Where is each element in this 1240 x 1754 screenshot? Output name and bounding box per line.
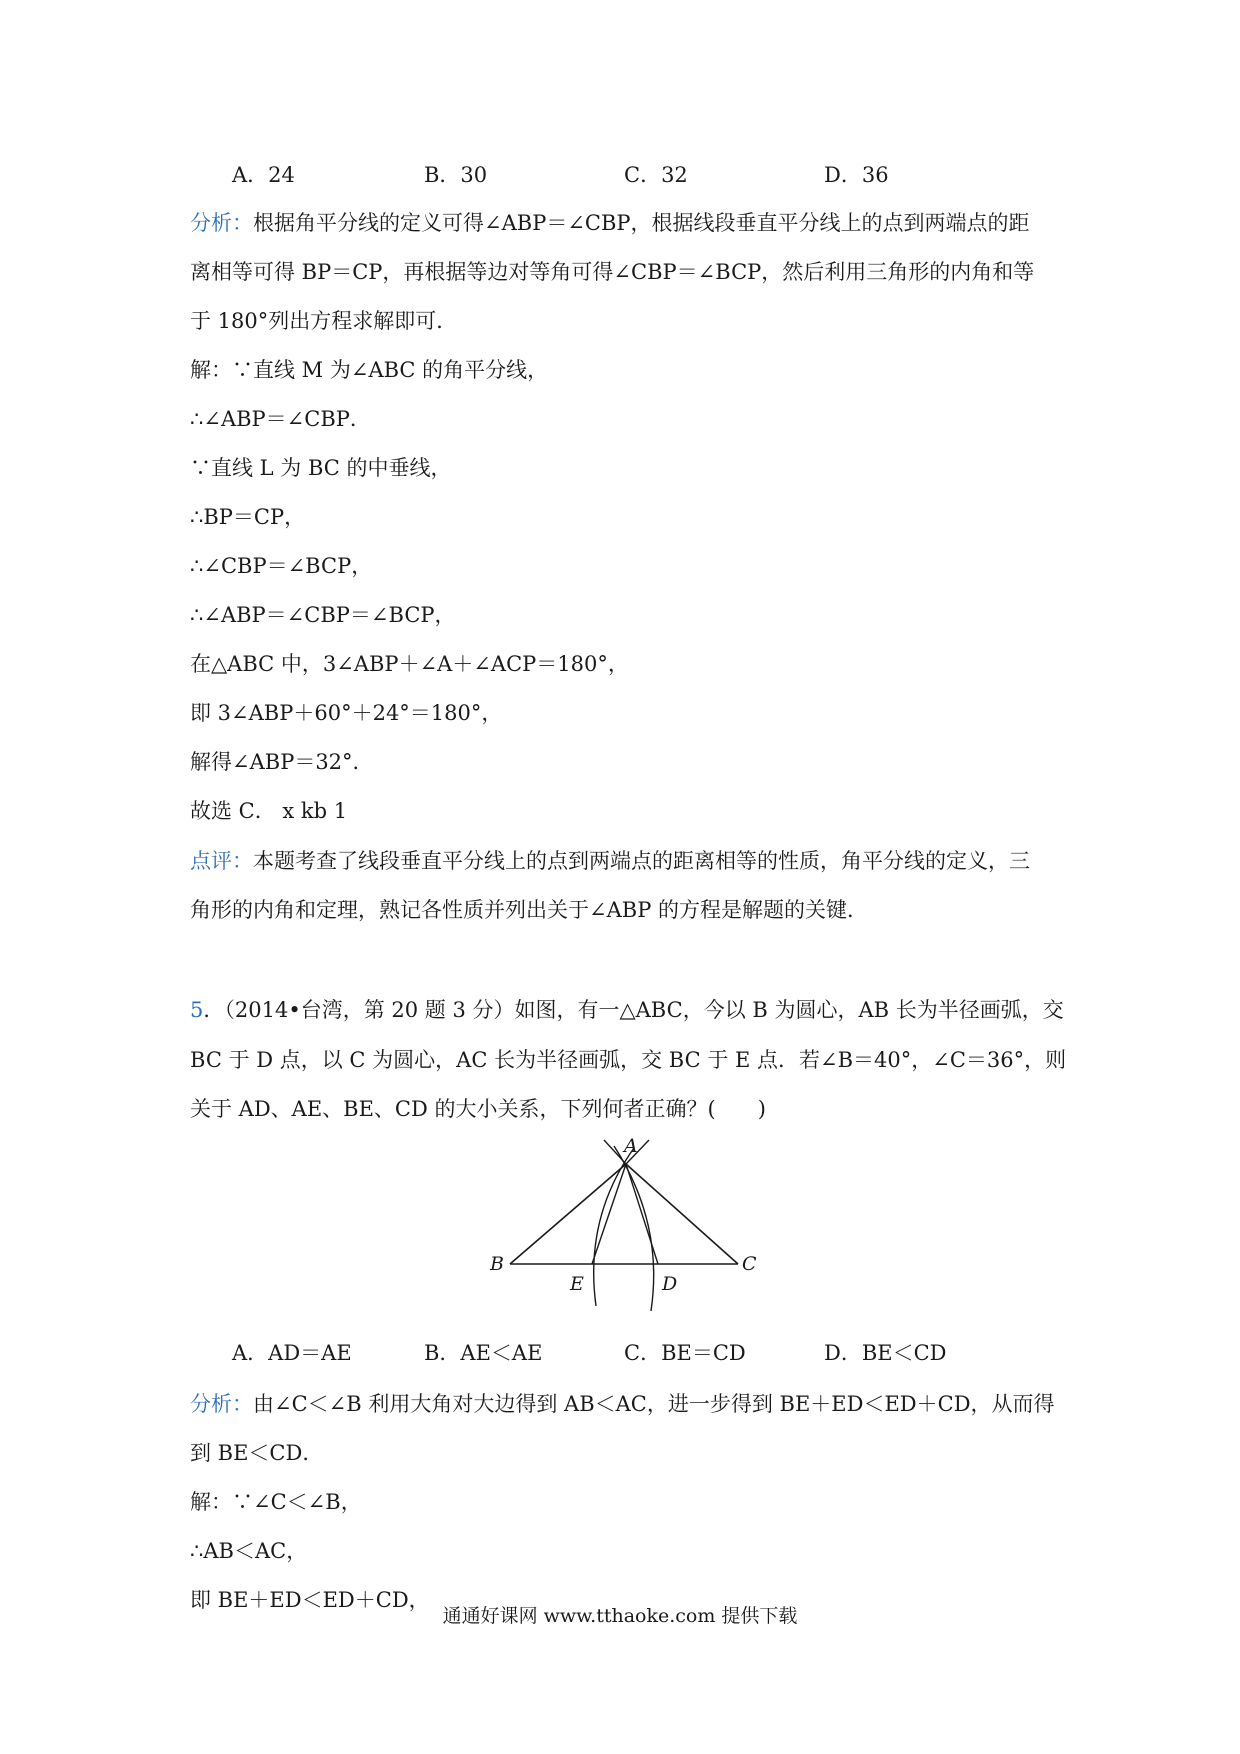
solution-line: ∴∠ABP＝∠CBP＝∠BCP，: [190, 603, 456, 627]
option-b: B．30: [424, 163, 488, 187]
label-b: B: [490, 1253, 504, 1275]
solution-line: 故选 C． x kb 1: [190, 799, 348, 823]
analysis-line: 分析：由∠C＜∠B 利用大角对大边得到 AB＜AC，进一步得到 BE＋ED＜ED＋CD，从而得: [190, 1392, 1055, 1416]
question-line: 关于 AD、AE、BE、CD 的大小关系，下列何者正确？( ): [190, 1097, 766, 1121]
triangle-figure: [486, 1128, 766, 1328]
extension-left: [604, 1140, 626, 1164]
option-d: D．36: [824, 163, 889, 187]
solution-line: 解得∠ABP＝32°．: [190, 750, 374, 774]
comment-line: 点评：本题考查了线段垂直平分线上的点到两端点的距离相等的性质，角平分线的定义，三: [190, 849, 1030, 873]
label-c: C: [742, 1253, 757, 1275]
comment-tag: 点评：: [190, 849, 253, 873]
solution-line: ∵直线 L 为 BC 的中垂线，: [190, 456, 452, 480]
analysis-line: 分析：根据角平分线的定义可得∠ABP＝∠CBP，根据线段垂直平分线上的点到两端点的距: [190, 211, 1030, 235]
options-row-q5: [0, 1338, 1240, 1368]
label-a: A: [624, 1135, 638, 1157]
solution-line: 在△ABC 中，3∠ABP＋∠A＋∠ACP＝180°，: [190, 652, 629, 676]
side-ac: [626, 1164, 738, 1264]
solution-line: ∴BP＝CP，: [190, 505, 306, 529]
option-d: D．BE＜CD: [824, 1341, 947, 1365]
label-e: E: [570, 1273, 584, 1295]
question-line: BC 于 D 点，以 C 为圆心，AC 长为半径画弧，交 BC 于 E 点．若∠B＝40°，∠C＝36°，则: [190, 1048, 1067, 1072]
solution-line: ∴AB＜AC，: [190, 1539, 308, 1563]
option-c: C．32: [624, 163, 688, 187]
page-footer: 通通好课网 www.tthaoke.com 提供下载: [442, 1605, 798, 1627]
option-b: B．AE＜AE: [424, 1341, 543, 1365]
analysis-line: 到 BE＜CD．: [190, 1441, 324, 1465]
solution-line: 解：∵∠C＜∠B，: [190, 1490, 362, 1514]
option-a: A．24: [232, 163, 295, 187]
option-c: C．BE＝CD: [624, 1341, 746, 1365]
analysis-line: 于 180°列出方程求解即可．: [190, 309, 458, 333]
analysis-tag: 分析：: [190, 211, 253, 235]
analysis-line: 离相等可得 BP＝CP，再根据等边对等角可得∠CBP＝∠BCP，然后利用三角形的内角和等: [190, 260, 1035, 284]
option-a: A．AD＝AE: [232, 1341, 352, 1365]
analysis-tag: 分析：: [190, 1392, 253, 1416]
question-number: 5: [190, 998, 204, 1022]
label-d: D: [662, 1273, 678, 1295]
solution-line: 解：∵直线 M 为∠ABC 的角平分线，: [190, 358, 549, 382]
solution-line: 即 BE＋ED＜ED＋CD，: [190, 1588, 430, 1612]
options-row-q4: [0, 160, 1240, 190]
solution-line: 即 3∠ABP＋60°＋24°＝180°，: [190, 701, 503, 725]
solution-line: ∴∠ABP＝∠CBP．: [190, 407, 371, 431]
solution-line: ∴∠CBP＝∠BCP，: [190, 554, 373, 578]
comment-line: 角形的内角和定理，熟记各性质并列出关于∠ABP 的方程是解题的关键．: [190, 898, 868, 922]
question-line: 5．（2014•台湾，第 20 题 3 分）如图，有一△ABC，今以 B 为圆心，AB 长为半径画弧，交: [190, 998, 1064, 1022]
